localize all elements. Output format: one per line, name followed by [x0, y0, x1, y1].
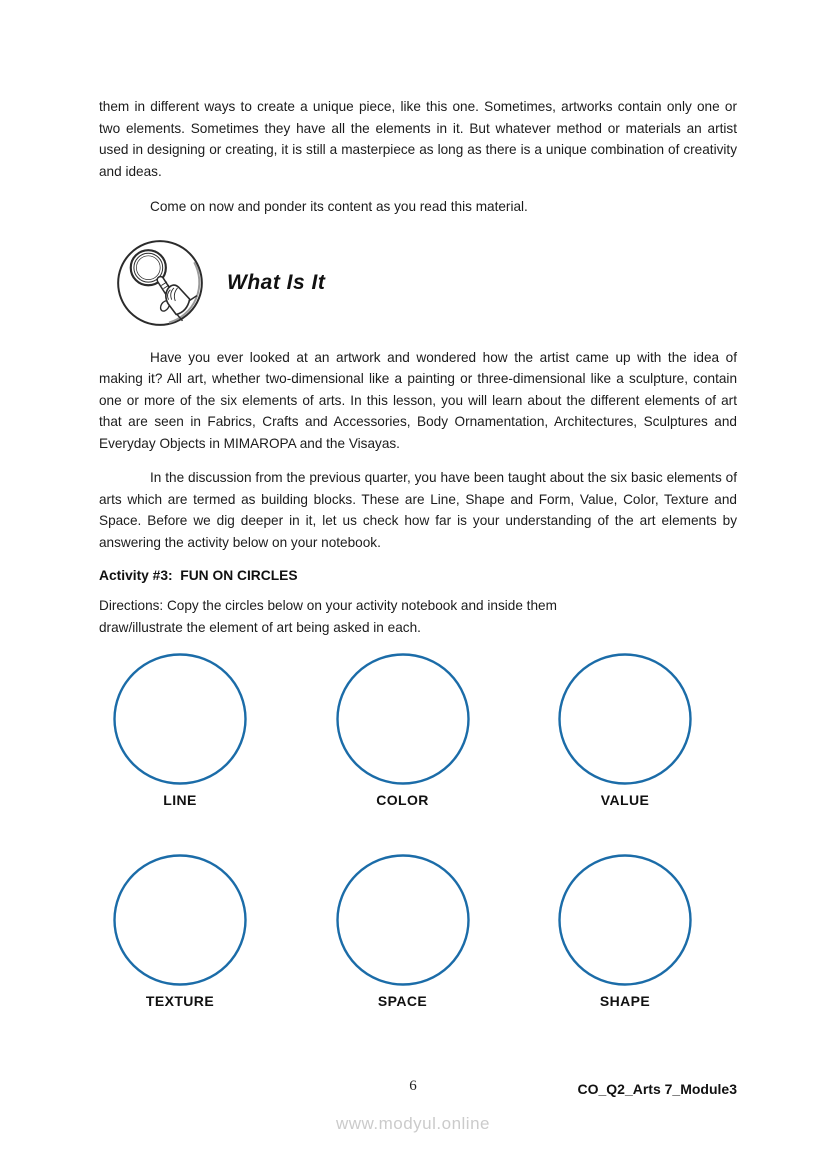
paragraph-intro-continued: them in different ways to create a unique piece, like this one. Sometimes, artworks contain only one or two elements. Sometimes they have all the elements in it. But whatever method or materials an artist used in designing or creating, it is still a masterpiece as long as there is a unique combination of creativity and ideas. [99, 99, 737, 179]
activity-circle-shape [552, 854, 698, 1009]
circle-shape [336, 854, 470, 986]
section-title: What Is It [227, 270, 326, 294]
circle-label-texture: TEXTURE [145, 993, 215, 1009]
section-header-what-is-it [115, 238, 737, 328]
activity-circle-space [330, 854, 476, 1009]
circle-label-value: VALUE [600, 792, 650, 808]
page-number: 6 [409, 1078, 417, 1094]
module-code: CO_Q2_Arts 7_Module3 [577, 1081, 737, 1097]
circle-shape [336, 653, 470, 785]
circle-label-shape: SHAPE [599, 993, 651, 1009]
directions-text [99, 595, 737, 638]
circle-label-line: LINE [163, 792, 197, 808]
circles-row-1 [99, 653, 737, 808]
circle-label-color: COLOR [376, 792, 429, 808]
directions-line-2: draw/illustrate the element of art being asked in each. [99, 619, 421, 635]
circle-shape [558, 854, 692, 986]
circle-shape [113, 854, 247, 986]
paragraph-come-on: Come on now and ponder its content as you read this material. [150, 199, 528, 214]
directions-line-1: Directions: Copy the circles below on your activity notebook and inside them [99, 598, 557, 613]
watermark-text: www.modyul.online [335, 1114, 490, 1133]
paragraph-have-you-ever: Have you ever looked at an artwork and wondered how the artist came up with the idea of making it? All art, whether two-dimensional like a painting or three-dimensional like a sculpture, contain one or more of the six elements of arts. In this lesson, you will learn about the different elements of art that are seen in Fabrics, Crafts and Accessories, Body Ornamentation, Architectures, Sculptures and Everyday Objects in MIMAROPA and the Visayas. [99, 349, 737, 451]
circle-shape [113, 653, 247, 785]
circles-row-2 [99, 854, 737, 1009]
activity-circle-texture [107, 854, 253, 1009]
magnifier-hand-icon [115, 238, 205, 328]
paragraph-previous-quarter: In the discussion from the previous quarter, you have been taught about the six basic elements of arts which are termed as building blocks. These are Line, Shape and Form, Value, Color, Texture and Space. Before we dig deeper in it, let us check how far is your understanding of the art elements by answering the activity below on your notebook. [99, 470, 737, 550]
activity-circle-color [330, 653, 476, 808]
circle-shape [558, 653, 692, 785]
activity-circle-line [107, 653, 253, 808]
circle-label-space: SPACE [377, 993, 428, 1009]
activity-heading: Activity #3: FUN ON CIRCLES [99, 568, 298, 583]
page-content [99, 0, 737, 1009]
activity-circle-value [552, 653, 698, 808]
